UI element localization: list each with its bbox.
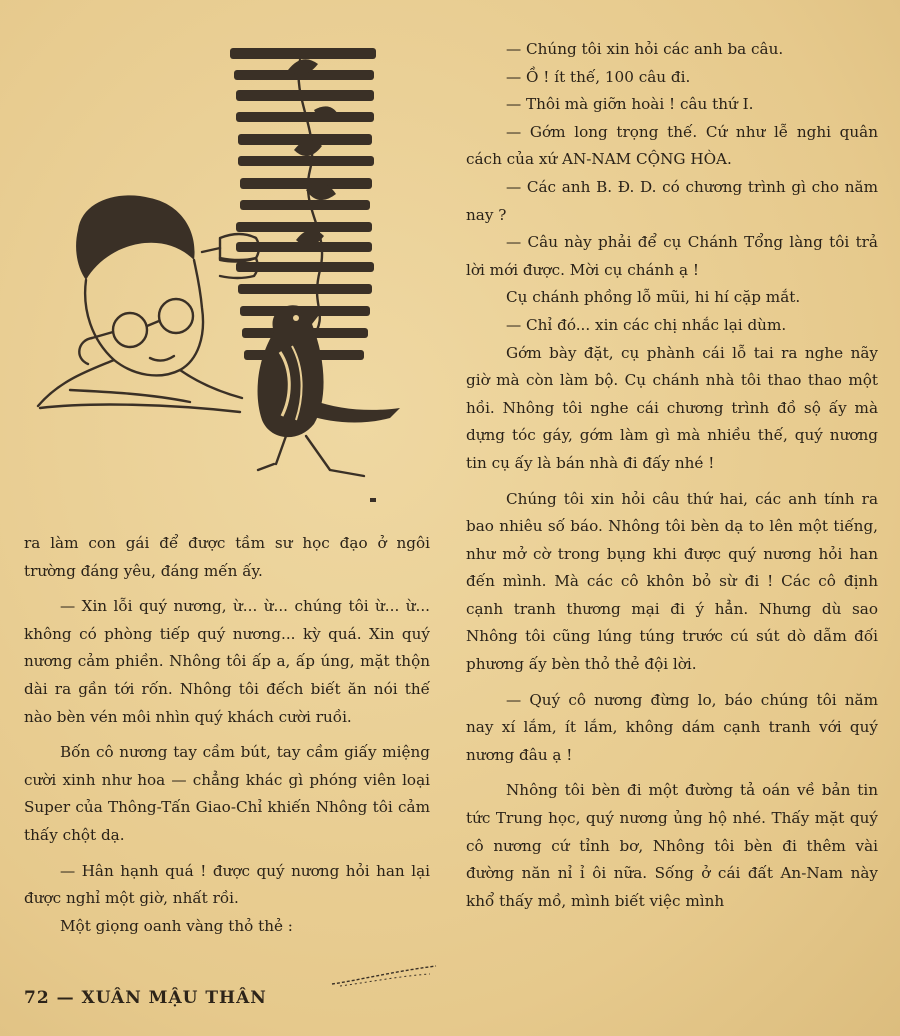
woodcut-illustration bbox=[30, 40, 410, 510]
paragraph: — Câu này phải để cụ Chánh Tổng làng tôi trả lời mới được. Mời cụ chánh ạ ! bbox=[466, 233, 878, 279]
paragraph: — Hân hạnh quá ! được quý nương hỏi han lại được nghỉ một giờ, nhất rồi. bbox=[24, 861, 430, 908]
page-footer bbox=[24, 988, 267, 1008]
paragraph: Gớm bày đặt, cụ phành cái lỗ tai ra nghe nãy giờ mà còn làm bộ. Cụ chánh nhà tôi thao thao một hồi. Nhông tôi nghe cái chương trình đồ sộ ấy mà dựng tóc gáy, gớm làm gì mà nhiều thế, quý nương tin cụ ấy là bán nhà đi đấy nhé ! bbox=[466, 343, 878, 472]
paragraph: — Quý cô nương đừng lo, báo chúng tôi năm nay xí lắm, ít lắm, không dám cạnh tranh với quý nương đâu ạ ! bbox=[466, 690, 878, 764]
paragraph: — Ồ ! ít thế, 100 câu đi. bbox=[506, 67, 691, 86]
publication-title: XUÂN MẬU THÂN bbox=[81, 988, 267, 1008]
paragraph: — Chúng tôi xin hỏi các anh ba câu. bbox=[506, 40, 784, 58]
paragraph: Chúng tôi xin hỏi câu thứ hai, các anh tính ra bao nhiêu số báo. Nhông tôi bèn dạ to lên một tiếng, như mở cờ trong bụng khi được quý nương hỏi han đến mình. Mà các cô khôn bỏ sừ đi ! Các cô định cạnh tranh thương mại đi ý hẳn. Nhưng dù sao Nhông tôi cũng lúng túng trước cú sút dò dẫm đối phương ấy bèn thỏ thẻ đội lời. bbox=[466, 489, 878, 674]
right-text-column bbox=[466, 36, 878, 915]
vine-icon bbox=[288, 59, 340, 340]
paragraph: — Thôi mà giỡn hoài ! câu thứ I. bbox=[506, 95, 754, 114]
ink-smudge-icon bbox=[330, 962, 440, 990]
page-number: 72 bbox=[24, 988, 50, 1008]
paragraph: Bốn cô nương tay cầm bút, tay cầm giấy miệng cười xinh như hoa — chẳng khác gì phóng viên loại Super của Thông-Tấn Giao-Chỉ khiến Nhông tôi cảm thấy chột dạ. bbox=[24, 743, 430, 844]
paragraph: — Gớm long trọng thế. Cứ như lễ nghi quân cách của xứ AN-NAM CỘNG HÒA. bbox=[466, 122, 878, 169]
paragraph: ra làm con gái để được tầm sư học đạo ở ngôi trường đáng yêu, đáng mến ấy. bbox=[24, 534, 430, 580]
paragraph: Một giọng oanh vàng thỏ thẻ : bbox=[60, 916, 293, 935]
paragraph: Nhông tôi bèn đi một đường tả oán về bản tin tức Trung học, quý nương ủng hộ nhé. Thấy mặt quý cô nương cứ tỉnh bơ, Nhông tôi bèn đi thêm vài đường năn nỉ ỉ ôi nữa. Sống ở cái đất An-Nam này khổ thấy mồ, mình biết việc mình bbox=[466, 781, 878, 910]
footer-separator: — bbox=[56, 988, 75, 1008]
boy-with-glasses-icon bbox=[38, 195, 259, 412]
paragraph: — Các anh B. Đ. D. có chương trình gì cho năm nay ? bbox=[466, 177, 878, 224]
left-text-column bbox=[24, 530, 430, 940]
paragraph: — Xin lỗi quý nương, ừ... ừ... chúng tôi ừ... ừ... không có phòng tiếp quý nương... kỳ quá. Xin quý nương cảm phiền. Nhông tôi ấp a, ấp úng, mặt thộn dài ra gần tới rốn. Nhông tôi đếch biết ăn nói thế nào bèn vén môi nhìn quý khách cười ruồi. bbox=[24, 597, 430, 726]
paragraph: — Chỉ đó... xin các chị nhắc lại dùm. bbox=[506, 315, 787, 334]
paragraph: Cụ chánh phồng lỗ mũi, hi hí cặp mắt. bbox=[506, 288, 801, 307]
